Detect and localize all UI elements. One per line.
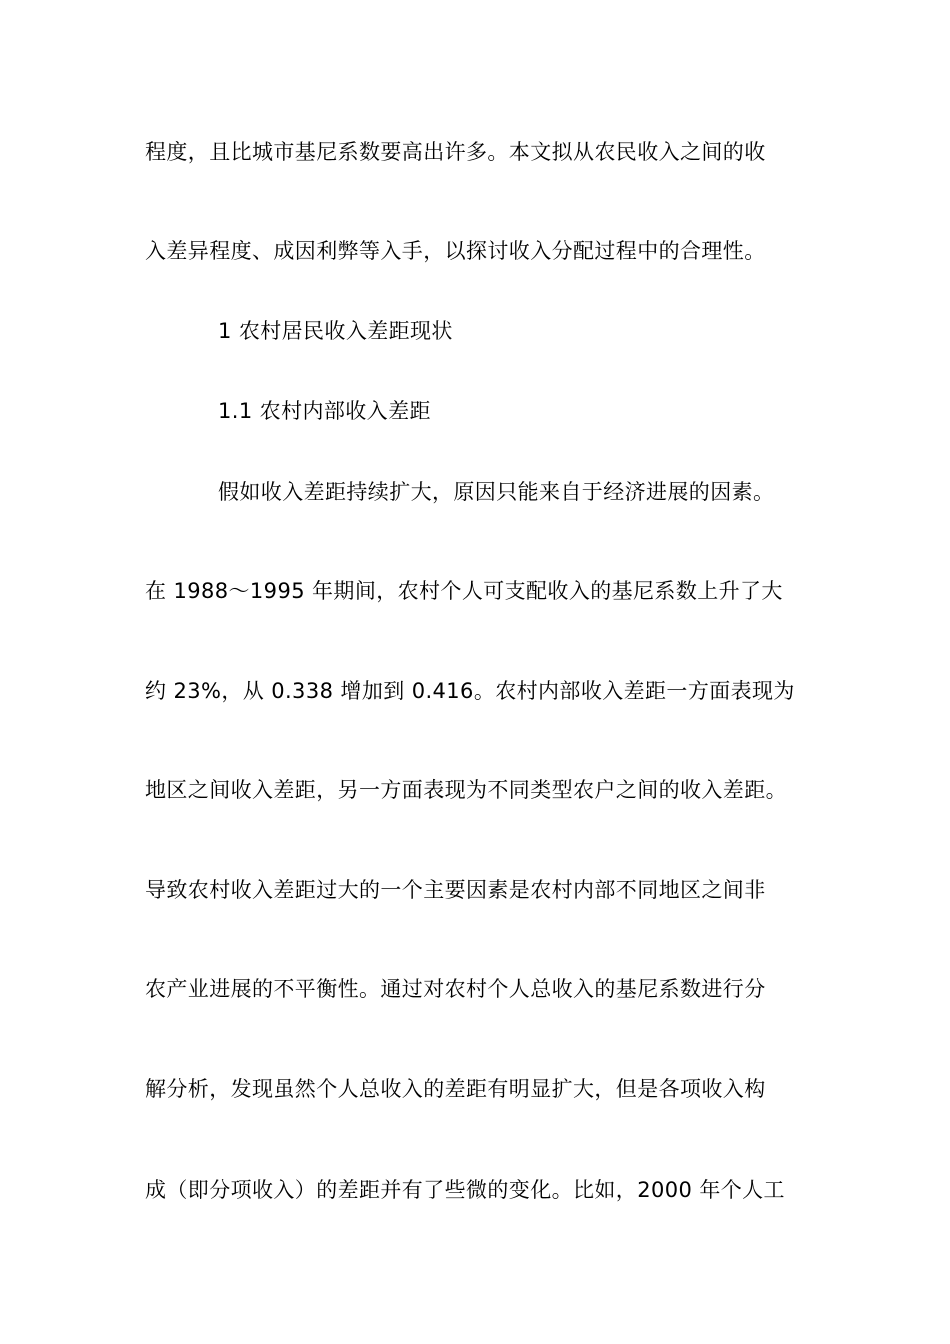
section-heading: 1 农村居民收入差距现状: [218, 319, 453, 343]
paragraph-line: 假如收入差距持续扩大，原因只能来自于经济进展的因素。: [218, 480, 775, 504]
paragraph-line: 入差异程度、成因利弊等入手，以探讨收入分配过程中的合理性。: [145, 239, 766, 263]
paragraph-line: 地区之间收入差距，另一方面表现为不同类型农户之间的收入差距。: [145, 778, 787, 802]
paragraph-line: 成（即分项收入）的差距并有了些微的变化。比如，2000 年个人工: [145, 1178, 785, 1202]
paragraph-line: 在 1988～1995 年期间，农村个人可支配收入的基尼系数上升了大: [145, 579, 783, 603]
subsection-heading: 1.1 农村内部收入差距: [218, 399, 431, 423]
paragraph-line: 农产业进展的不平衡性。通过对农村个人总收入的基尼系数进行分: [145, 977, 766, 1001]
paragraph-line: 程度，且比城市基尼系数要高出许多。本文拟从农民收入之间的收: [145, 140, 766, 164]
paragraph-line: 解分析，发现虽然个人总收入的差距有明显扩大，但是各项收入构: [145, 1077, 766, 1101]
paragraph-line: 约 23%，从 0.338 增加到 0.416。农村内部收入差距一方面表现为: [145, 679, 795, 703]
paragraph-line: 导致农村收入差距过大的一个主要因素是农村内部不同地区之间非: [145, 878, 766, 902]
